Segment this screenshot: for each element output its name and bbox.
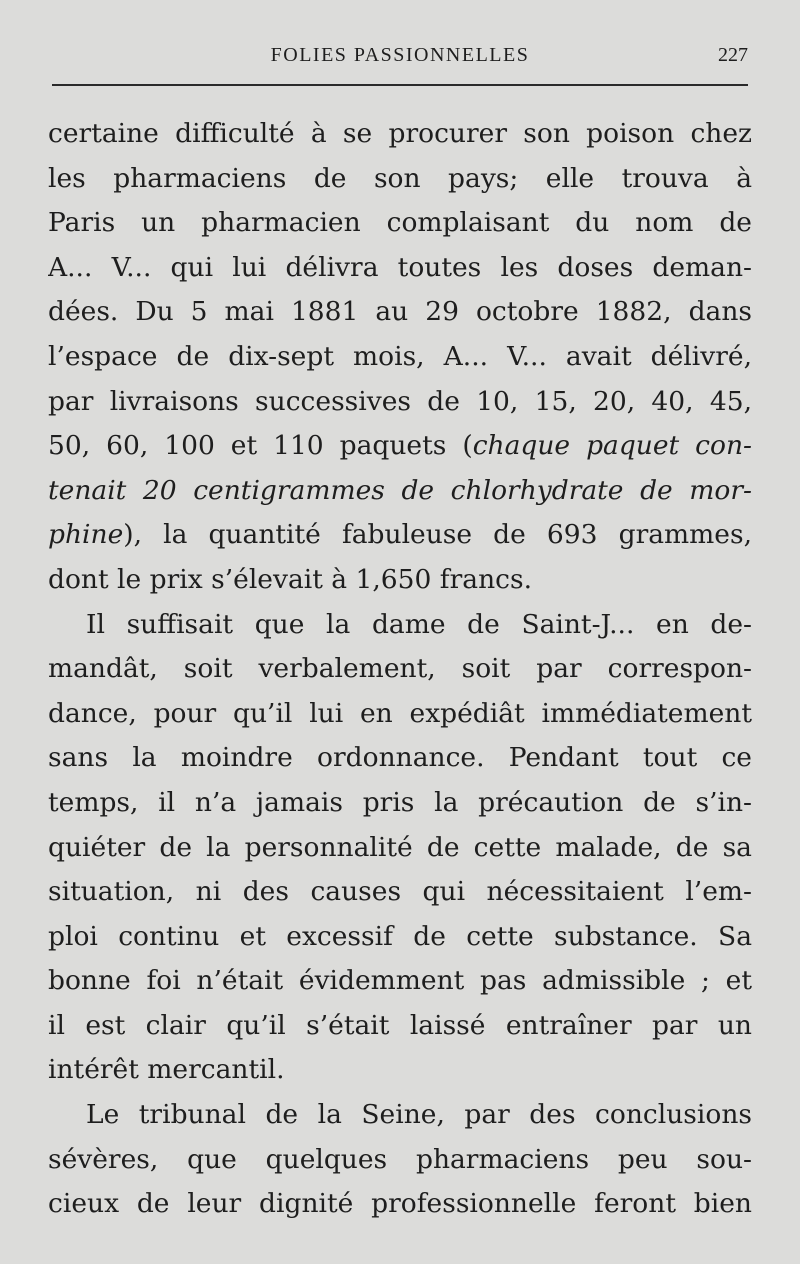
text-line: sans la moindre ordonnance. Pendant tout ce [48,742,752,774]
text-line: situation, ni des causes qui nécessitaient l’em- [48,876,752,908]
text-line: dont le prix s’élevait à 1,650 francs. [48,563,533,595]
paragraph-3 [48,1093,752,1227]
text-line: ploi continu et excessif de cette substance. Sa [48,920,752,952]
text-line: dées. Du 5 mai 1881 au 29 octobre 1882, dans [48,296,752,328]
paragraph-1 [48,112,752,603]
text-line: Il suffisait que la dame de Saint-J... en de- [86,608,752,640]
text-line: par livraisons successives de 10, 15, 20, 40, 45, [48,385,752,417]
text-line: dance, pour qu’il lui en expédiât immédiatement [48,697,752,729]
text-run: ), la quantité fabuleuse de 693 grammes, [123,519,752,551]
text-line: Le tribunal de la Seine, par des conclusions [86,1099,752,1131]
header-rule [52,84,748,86]
text-line: bonne foi n’était évidemment pas admissible ; et [48,965,752,997]
body-text [48,112,752,1227]
text-line [48,424,752,469]
italic-run: tenait 20 centigrammes de chlorhydrate de mor- [48,474,752,506]
text-line [48,513,752,558]
italic-run: chaque paquet con- [472,430,752,462]
text-line: sévères, que quelques pharmaciens peu sou- [48,1143,752,1175]
text-run: 50, 60, 100 et 110 paquets ( [48,430,473,462]
text-line: temps, il n’a jamais pris la précaution de s’in- [48,786,752,818]
running-title: FOLIES PASSIONNELLES [270,44,530,66]
text-line: il est clair qu’il s’était laissé entraîner par un [48,1009,752,1041]
text-line [48,469,752,514]
text-line: l’espace de dix-sept mois, A... V... avait délivré, [48,340,752,372]
text-line: cieux de leur dignité professionnelle feront bien [48,1188,752,1220]
text-line: quiéter de la personnalité de cette malade, de sa [48,831,752,863]
text-line: mandât, soit verbalement, soit par correspon- [48,653,752,685]
running-head [52,40,748,70]
italic-run: phine [48,519,124,551]
text-line: Paris un pharmacien complaisant du nom de [48,207,752,239]
page-number: 227 [718,44,748,66]
text-line: les pharmaciens de son pays; elle trouva à [48,162,752,194]
paragraph-2 [48,603,752,1094]
text-line: intérêt mercantil. [48,1054,285,1086]
text-line: certaine difficulté à se procurer son poison chez [48,118,752,149]
text-line: A... V... qui lui délivra toutes les doses deman- [48,251,752,283]
